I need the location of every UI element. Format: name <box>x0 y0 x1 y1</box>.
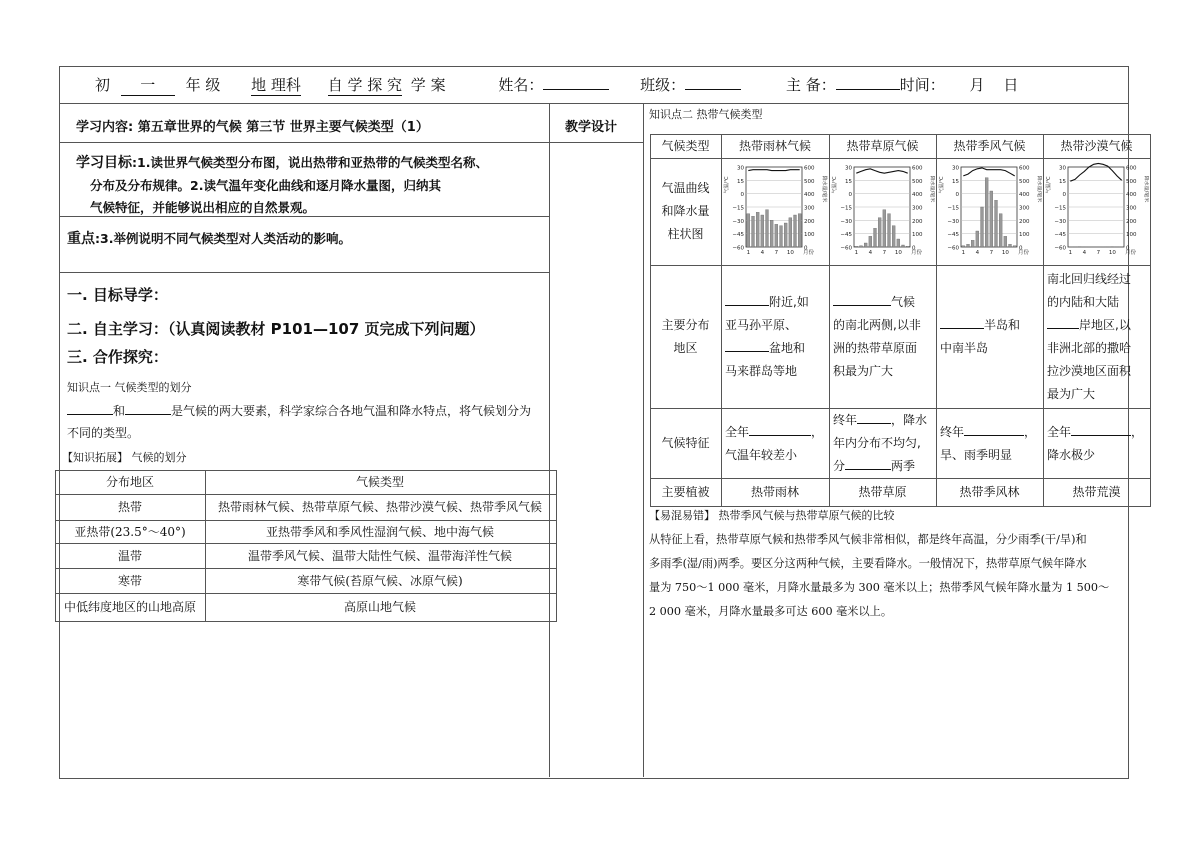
precip-tick-label: 500 <box>1126 178 1137 185</box>
plan-label: 学 案 <box>410 76 446 94</box>
dist-desert-text-2: 的内陆和大陆 <box>1047 295 1120 309</box>
precip-bar <box>1013 246 1016 247</box>
dist-savanna-text-2: 的南北两侧,以非 <box>833 318 921 332</box>
climate-header-monsoon: 热带季风气候 <box>953 139 1026 153</box>
month-unit-label: 月份 <box>803 250 815 256</box>
temp-tick-label: 30 <box>845 165 852 172</box>
learning-goals <box>76 152 546 220</box>
precip-tick-label: 0 <box>804 245 808 252</box>
temp-tick-label: 0 <box>740 192 744 199</box>
dist-rainforest-blank-2[interactable] <box>725 351 769 352</box>
temp-tick-label: 0 <box>1062 192 1066 199</box>
ct-row-2-region: 亚热带(23.5°～40°) <box>74 524 186 539</box>
feature-monsoon-blank[interactable] <box>964 435 1024 436</box>
month-tick-label: 10 <box>786 250 794 256</box>
temperature-line <box>1070 163 1121 181</box>
precip-bar <box>780 226 783 247</box>
precip-bar <box>752 216 755 247</box>
dist-rainforest-text-2: 亚马孙平原、 <box>725 318 798 332</box>
row-label-chart <box>650 158 721 265</box>
temp-axis-title: 气温/℃ <box>1046 176 1052 194</box>
precip-bar <box>892 226 895 247</box>
precip-bar <box>906 246 909 247</box>
grade-suffix: 年 级 <box>185 76 221 94</box>
preparer-field[interactable] <box>836 89 900 90</box>
month-tick-label: 10 <box>1001 250 1009 256</box>
precip-bar <box>897 239 900 247</box>
precip-bar <box>981 207 984 247</box>
row-label-type: 气候类型 <box>661 139 710 153</box>
climate-header-savanna: 热带草原气候 <box>846 139 919 153</box>
section-cooperative: 三. 合作探究： <box>67 348 168 366</box>
precip-tick-label: 200 <box>912 218 923 225</box>
feature-rainforest <box>722 409 829 478</box>
temp-tick-label: −60 <box>732 245 744 252</box>
precip-bar <box>902 245 905 247</box>
ct-row-5-types: 高原山地气候 <box>343 599 416 614</box>
dist-monsoon-text-2: 中南半岛 <box>940 341 989 355</box>
kp1-and: 和 <box>113 404 126 418</box>
precip-bar <box>784 223 787 247</box>
content-title: 学习内容: 第五章世界的气候 第三节 世界主要气候类型（1） <box>76 120 429 135</box>
precip-tick-label: 100 <box>804 232 815 239</box>
precip-tick-label: 400 <box>912 192 923 199</box>
temp-tick-label: 15 <box>845 178 852 185</box>
chart-desert <box>1044 159 1149 264</box>
ext-title: 【知识拓展】 气候的划分 <box>62 451 187 464</box>
name-field[interactable] <box>543 89 609 90</box>
precip-axis-title: 降水量/毫米 <box>1143 175 1149 203</box>
month-tick-label: 10 <box>894 250 902 256</box>
climate-element-blank-2[interactable] <box>125 414 171 415</box>
dist-savanna-blank-1[interactable] <box>833 305 891 306</box>
dist-desert-blank-1[interactable] <box>1047 328 1079 329</box>
dist-monsoon <box>937 266 1043 408</box>
kp1-text-1: 是气候的两大要素，科学家综合各地气温和降水特点，将气候划分为 <box>171 404 532 418</box>
temp-tick-label: −30 <box>947 218 959 225</box>
temp-tick-label: 30 <box>1059 165 1066 172</box>
row-label-dist-1: 主要分布 <box>661 317 710 332</box>
confuse-title: 【易混易错】 热带季风气候与热带草原气候的比较 <box>649 509 895 522</box>
month-tick-label: 10 <box>1108 250 1116 256</box>
feature-desert-text-2: 降水极少 <box>1047 447 1096 462</box>
feature-rainforest-text-1: 全年 <box>725 424 750 439</box>
section-self-study: 二. 自主学习：（认真阅读教材 P101—107 页完成下列问题） <box>67 320 485 338</box>
confuse-line-2: 多雨季(湿/雨)两季。要区分这两种气候，主要看降水。一般情况下，热带草原气候年降水 <box>649 557 1087 570</box>
row-label-chart-3: 柱状图 <box>667 227 704 241</box>
dist-rainforest-text-4: 马来群岛等地 <box>725 364 798 378</box>
temp-axis-title: 气温/℃ <box>939 176 945 194</box>
month-unit-label: 月份 <box>1125 250 1137 256</box>
precip-bar <box>860 246 863 247</box>
kp1-text <box>67 400 547 444</box>
row-label-feature: 气候特征 <box>661 436 710 450</box>
temp-tick-label: −30 <box>1054 218 1066 225</box>
climate-element-blank-1[interactable] <box>67 414 113 415</box>
chart-savanna <box>830 159 935 264</box>
precip-axis-title: 降水量/毫米 <box>929 175 935 203</box>
veg-savanna: 热带草原 <box>858 484 907 499</box>
goals-line-2: 分布及分布规律。2.读气温年变化曲线和逐月降水量图，归纳其 <box>90 177 441 193</box>
dist-savanna-text-3: 洲的热带草原面 <box>833 341 918 355</box>
dist-savanna-text-4: 积最为广大 <box>833 364 894 378</box>
confuse-line-1: 从特征上看，热带草原气候和热带季风气候非常相似，都是终年高温，分少雨季(干/旱)和 <box>649 533 1087 546</box>
precip-bar <box>794 215 797 247</box>
precip-tick-label: 300 <box>804 205 815 212</box>
temp-tick-label: −15 <box>947 205 959 212</box>
temp-tick-label: 15 <box>1059 178 1066 185</box>
precip-tick-label: 300 <box>1126 205 1137 212</box>
precip-tick-label: 200 <box>1126 218 1137 225</box>
precip-bar <box>1009 244 1012 247</box>
kp1-text-2: 不同的类型。 <box>67 426 140 440</box>
grade-label: 初 <box>95 76 111 94</box>
precip-tick-label: 400 <box>1019 192 1030 199</box>
month-unit-label: 月份 <box>1018 250 1030 256</box>
feature-savanna-text-4: 分 <box>833 459 846 473</box>
feature-rainforest-blank[interactable] <box>749 435 811 436</box>
temperature-line <box>856 169 907 173</box>
header-divider <box>59 103 1128 104</box>
precip-tick-label: 400 <box>804 192 815 199</box>
precip-bar <box>962 246 965 247</box>
dist-savanna-text-1: 气候 <box>891 295 916 309</box>
precip-tick-label: 600 <box>912 165 923 172</box>
month-tick-label: 4 <box>975 250 980 256</box>
kp1-title: 知识点一 气候类型的划分 <box>67 381 192 394</box>
precip-bar <box>789 218 792 247</box>
temp-axis-title: 气温/℃ <box>724 176 730 194</box>
dist-rainforest <box>722 266 829 408</box>
feature-savanna-blank-2[interactable] <box>845 469 891 470</box>
feature-savanna <box>830 409 936 478</box>
precip-bar <box>888 214 891 247</box>
temp-tick-label: −60 <box>947 245 959 252</box>
chart-rainforest <box>722 159 828 264</box>
precip-bar <box>990 191 993 247</box>
precip-bar <box>1004 236 1007 247</box>
left-line-3 <box>59 272 550 273</box>
dist-desert <box>1044 266 1150 408</box>
veg-monsoon: 热带季风林 <box>959 484 1020 499</box>
temp-tick-label: 15 <box>737 178 744 185</box>
precip-tick-label: 500 <box>1019 178 1030 185</box>
temp-tick-label: −60 <box>840 245 852 252</box>
temp-tick-label: 15 <box>952 178 959 185</box>
precip-bar <box>770 220 773 247</box>
confuse-line-3: 量为 750～1 000 毫米，月降水量最多为 300 毫米以上；热带季风气候年降水量为 1 500～ <box>649 581 1110 594</box>
feature-rainforest-comma: ， <box>811 424 824 439</box>
row-label-chart-2: 和降水量 <box>661 204 710 218</box>
precip-tick-label: 600 <box>804 165 815 172</box>
precip-bar <box>883 210 886 247</box>
precip-tick-label: 0 <box>1126 245 1130 252</box>
precip-bar <box>864 243 867 247</box>
study-type: 自 学 探 究 <box>327 76 403 94</box>
class-label: 班级： <box>640 76 686 94</box>
precip-bar <box>761 215 764 247</box>
precip-axis-title: 降水量/毫米 <box>1036 175 1042 203</box>
temp-tick-label: −15 <box>732 205 744 212</box>
subject: 地 理科 <box>251 76 301 94</box>
dist-desert-text-4: 非洲北部的撒哈 <box>1047 341 1132 355</box>
temp-tick-label: 30 <box>737 165 744 172</box>
precip-tick-label: 600 <box>1126 165 1137 172</box>
precip-bar <box>798 214 801 247</box>
precip-tick-label: 300 <box>912 205 923 212</box>
temp-tick-label: 30 <box>952 165 959 172</box>
temperature-line <box>748 170 799 171</box>
precip-tick-label: 0 <box>912 245 916 252</box>
precip-tick-label: 600 <box>1019 165 1030 172</box>
day-label: 日 <box>1003 76 1019 94</box>
feature-monsoon-comma: ， <box>1024 424 1037 439</box>
ct-row-3-types: 温带季风气候、温带大陆性气候、温带海洋性气候 <box>247 548 512 563</box>
chart-monsoon <box>937 159 1042 264</box>
precip-bar <box>855 246 858 247</box>
temp-tick-label: 0 <box>848 192 852 199</box>
ct-header-region: 分布地区 <box>105 475 154 489</box>
feature-savanna-blank-1[interactable] <box>857 423 891 424</box>
key-point <box>67 228 351 248</box>
temp-tick-label: −45 <box>947 232 959 239</box>
grade-number: 一 <box>121 74 175 96</box>
dist-monsoon-text-1: 半岛和 <box>984 318 1021 332</box>
precip-tick-label: 500 <box>804 178 815 185</box>
goals-line-3: 气候特征，并能够说出相应的自然景观。 <box>90 200 316 215</box>
row-label-distribution <box>650 265 721 408</box>
section-goal-guide: 一. 目标导学： <box>67 286 168 304</box>
dist-rainforest-text-1: 附近,如 <box>769 295 809 309</box>
month-tick-label: 7 <box>1096 250 1101 256</box>
confuse-text <box>649 528 1127 624</box>
preparer-label: 主 备： <box>785 76 836 94</box>
goals-line-1: :1.读世界气候类型分布图，说出热带和亚热带的气候类型名称、 <box>132 155 488 170</box>
temp-tick-label: −15 <box>840 205 852 212</box>
temp-tick-label: −45 <box>840 232 852 239</box>
precip-bar <box>874 228 877 247</box>
precip-bar <box>756 212 759 247</box>
precip-bar <box>967 244 970 247</box>
feature-desert-blank[interactable] <box>1071 435 1131 436</box>
precip-bar <box>976 231 979 247</box>
ct-row-4-region: 寒带 <box>117 573 142 588</box>
feature-savanna-text-5: 两季 <box>891 459 916 473</box>
feature-monsoon-text-2: 旱、雨季明显 <box>940 447 1013 462</box>
feature-savanna-text-3: 年内分布不均匀, <box>833 436 921 450</box>
dist-monsoon-blank-1[interactable] <box>940 328 984 329</box>
month-tick-label: 7 <box>882 250 887 256</box>
feature-desert-text-1: 全年 <box>1047 424 1072 439</box>
veg-rainforest: 热带雨林 <box>750 484 799 499</box>
precip-tick-label: 300 <box>1019 205 1030 212</box>
dist-savanna <box>830 266 936 408</box>
month-tick-label: 1 <box>961 250 966 256</box>
feature-desert <box>1044 409 1150 478</box>
climate-header-rainforest: 热带雨林气候 <box>738 139 811 153</box>
class-field[interactable] <box>685 89 741 90</box>
ct-row-3-region: 温带 <box>117 548 142 563</box>
row-label-dist-2: 地区 <box>673 340 698 355</box>
temp-axis-title: 气温/℃ <box>832 176 838 194</box>
center-divider <box>643 103 644 777</box>
confuse-line-4: 2 000 毫米，月降水量最多可达 600 毫米以上。 <box>649 605 893 618</box>
month-tick-label: 1 <box>746 250 751 256</box>
precip-bar <box>999 214 1002 247</box>
time-label: 时间： <box>899 76 945 94</box>
precip-bar <box>995 200 998 247</box>
key-text: :3.举例说明不同气候类型对人类活动的影响。 <box>95 231 351 246</box>
dist-desert-text-3: 岸地区,以 <box>1079 318 1131 332</box>
ct-header-type: 气候类型 <box>355 475 404 489</box>
precip-bar <box>878 218 881 247</box>
precip-bar <box>747 214 750 247</box>
month-label: 月 <box>969 76 985 94</box>
feature-rainforest-text-2: 气温年较差小 <box>725 447 798 462</box>
teaching-design-divider <box>549 103 550 777</box>
left-line-1 <box>59 142 644 143</box>
dist-desert-text-1: 南北回归线经过 <box>1047 272 1132 286</box>
ct-row-2-types: 亚热带季风和季风性湿润气候、地中海气候 <box>265 524 494 539</box>
row-label-chart-1: 气温曲线 <box>661 181 710 195</box>
temperature-line <box>963 168 1014 176</box>
month-tick-label: 1 <box>1068 250 1073 256</box>
temp-tick-label: 0 <box>955 192 959 199</box>
month-unit-label: 月份 <box>911 250 923 256</box>
temp-tick-label: −30 <box>732 218 744 225</box>
precip-tick-label: 100 <box>912 232 923 239</box>
dist-desert-text-6: 最为广大 <box>1047 387 1096 401</box>
dist-desert-text-5: 拉沙漠地区面积 <box>1047 364 1132 378</box>
feature-savanna-text-2: ，降水 <box>891 413 928 427</box>
feature-desert-comma: ， <box>1131 424 1144 439</box>
month-tick-label: 4 <box>868 250 873 256</box>
feature-monsoon-text-1: 终年 <box>940 424 965 439</box>
precip-axis-title: 降水量/毫米 <box>821 175 827 203</box>
temp-tick-label: −45 <box>1054 232 1066 239</box>
ct-row-1-region: 热带 <box>117 500 142 514</box>
precip-bar <box>766 210 769 247</box>
precip-tick-label: 200 <box>804 218 815 225</box>
precip-tick-label: 200 <box>1019 218 1030 225</box>
row-label-vegetation: 主要植被 <box>661 484 710 499</box>
precip-tick-label: 0 <box>1019 245 1023 252</box>
key-label: 重点 <box>67 231 95 247</box>
month-tick-label: 7 <box>774 250 779 256</box>
precip-tick-label: 100 <box>1126 232 1137 239</box>
temp-tick-label: −60 <box>1054 245 1066 252</box>
precip-tick-label: 400 <box>1126 192 1137 199</box>
document-header <box>95 74 1125 96</box>
dist-rainforest-blank-1[interactable] <box>725 305 769 306</box>
temp-tick-label: −45 <box>732 232 744 239</box>
teaching-design-label: 教学设计 <box>565 120 618 135</box>
precip-bar <box>971 240 974 247</box>
month-tick-label: 1 <box>854 250 859 256</box>
precip-tick-label: 100 <box>1019 232 1030 239</box>
feature-monsoon <box>937 409 1043 478</box>
precip-bar <box>775 224 778 247</box>
precip-bar <box>985 178 988 247</box>
precip-tick-label: 500 <box>912 178 923 185</box>
temp-tick-label: −30 <box>840 218 852 225</box>
ct-row-4-types: 寒带气候(苔原气候、冰原气候) <box>297 573 463 588</box>
precip-bar <box>869 236 872 247</box>
name-label: 姓名： <box>498 76 544 94</box>
month-tick-label: 4 <box>760 250 765 256</box>
veg-desert: 热带荒漠 <box>1072 484 1121 499</box>
temp-tick-label: −15 <box>1054 205 1066 212</box>
feature-savanna-text-1: 终年 <box>833 413 858 427</box>
ct-row-1-types: 热带雨林气候、热带草原气候、热带沙漠气候、热带季风气候 <box>217 500 542 514</box>
month-tick-label: 7 <box>989 250 994 256</box>
dist-rainforest-text-3: 盆地和 <box>769 341 806 355</box>
month-tick-label: 4 <box>1082 250 1087 256</box>
goals-label: 学习目标 <box>76 155 132 171</box>
ct-row-5-region: 中低纬度地区的山地高原 <box>63 599 196 614</box>
climate-header-desert: 热带沙漠气候 <box>1060 139 1133 153</box>
kp2-title: 知识点二 热带气候类型 <box>649 108 763 121</box>
